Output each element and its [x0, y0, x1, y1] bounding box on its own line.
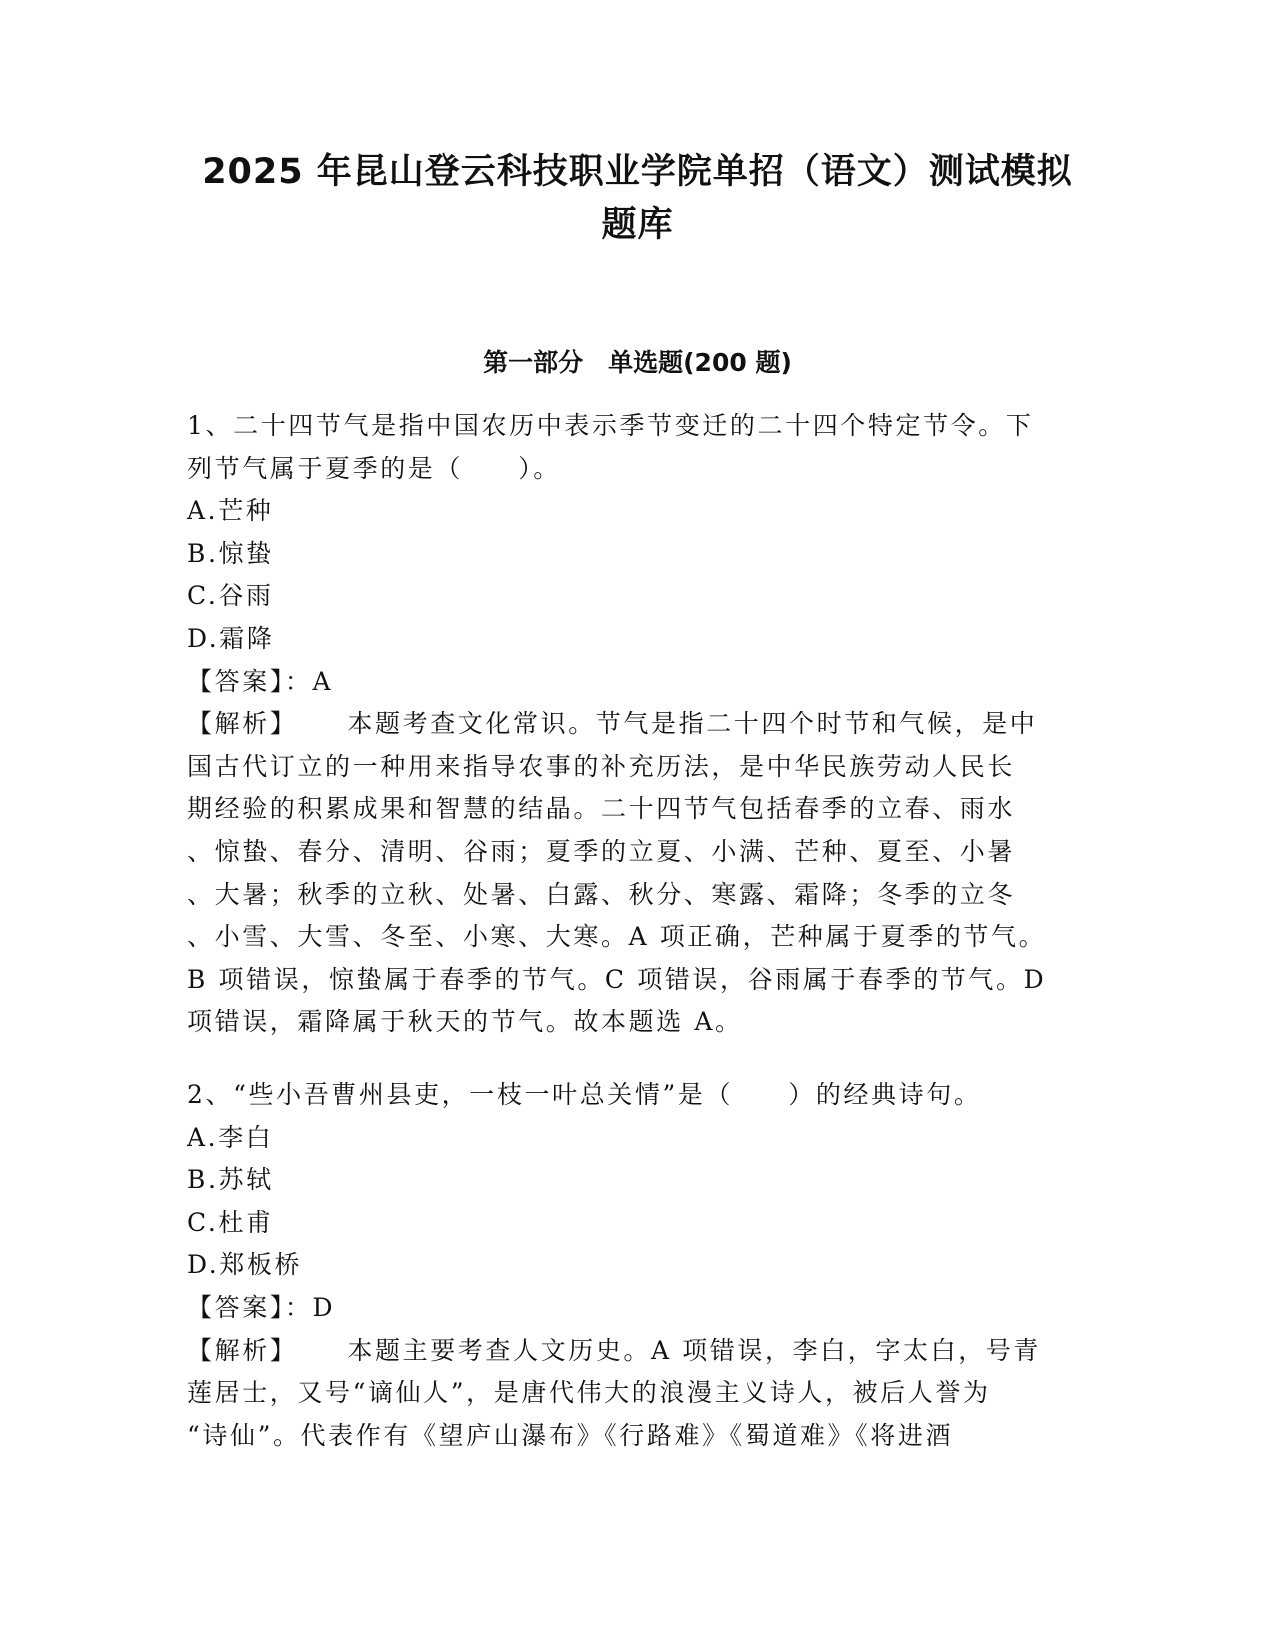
answer-label: 【答案】：: [187, 1292, 313, 1322]
question-2-option-b: B.苏轼: [187, 1165, 274, 1195]
question-1-analysis-line-5: 、大暑；秋季的立秋、处暑、白露、秋分、寒露、霜降；冬季的立冬: [187, 879, 1016, 909]
question-2-analysis-line-3: “诗仙”。代表作有《望庐山瀑布》《行路难》《蜀道难》《将进酒: [187, 1420, 954, 1450]
question-1-analysis-line-1: [187, 703, 1067, 746]
answer-value: A: [312, 666, 334, 696]
analysis-label: 【解析】: [187, 1335, 298, 1365]
question-1-analysis-line-3: 期经验的积累成果和智慧的结晶。二十四节气包括春季的立春、雨水: [187, 794, 1016, 824]
question-1-analysis-line-8: 项错误，霜降属于秋天的节气。故本题选 A。: [187, 1007, 743, 1037]
question-1-analysis-line-6: 、小雪、大雪、冬至、小寒、大寒。A 项正确，芒种属于夏季的节气。: [187, 922, 1047, 952]
answer-value: D: [312, 1292, 336, 1322]
question-1-analysis-line-4: 、惊蛰、春分、清明、谷雨；夏季的立夏、小满、芒种、夏至、小暑: [187, 836, 1016, 866]
analysis-text: 本题主要考查人文历史。A 项错误，李白，字太白，号青: [347, 1335, 1042, 1365]
document-title: [185, 146, 1090, 252]
question-1-option-a: A.芒种: [187, 496, 274, 526]
question-2: [187, 1074, 1067, 1457]
question-1-stem-line-2: 列节气属于夏季的是（ ）。: [187, 453, 561, 483]
question-2-option-c: C.杜甫: [187, 1207, 274, 1237]
question-1-analysis-line-7: B 项错误，惊蛰属于春季的节气。C 项错误，谷雨属于春季的节气。D: [187, 964, 1047, 994]
document-title-line-2: 题库: [601, 205, 674, 245]
section-heading: 第一部分 单选题(200 题): [483, 348, 792, 377]
question-1-stem-line-1: 1、二十四节气是指中国农历中表示季节变迁的二十四个特定节令。下: [187, 411, 1034, 440]
question-1: [187, 405, 1067, 1044]
question-2-analysis-line-2: 莲居士，又号“谪仙人”，是唐代伟大的浪漫主义诗人，被后人誉为: [187, 1378, 991, 1408]
document-title-line-1: 2025 年昆山登云科技职业学院单招（语文）测试模拟: [202, 152, 1073, 192]
question-2-answer: [187, 1287, 1067, 1330]
question-1-analysis-line-2: 国古代订立的一种用来指导农事的补充历法，是中华民族劳动人民长: [187, 751, 1016, 781]
analysis-label: 【解析】: [187, 709, 298, 739]
question-1-option-c: C.谷雨: [187, 581, 274, 611]
question-2-option-d: D.郑板桥: [187, 1250, 303, 1280]
question-1-option-d: D.霜降: [187, 623, 275, 653]
question-1-answer: [187, 661, 1067, 704]
question-2-stem-line-1: 2、“些小吾曹州县吏，一枝一叶总关情”是（ ）的经典诗句。: [187, 1080, 982, 1109]
answer-label: 【答案】：: [187, 666, 313, 696]
question-1-option-b: B.惊蛰: [187, 538, 274, 568]
question-2-option-a: A.李白: [187, 1122, 274, 1152]
question-2-analysis-line-1: [187, 1330, 1067, 1373]
analysis-text: 本题考查文化常识。节气是指二十四个时节和气候，是中: [347, 709, 1038, 739]
